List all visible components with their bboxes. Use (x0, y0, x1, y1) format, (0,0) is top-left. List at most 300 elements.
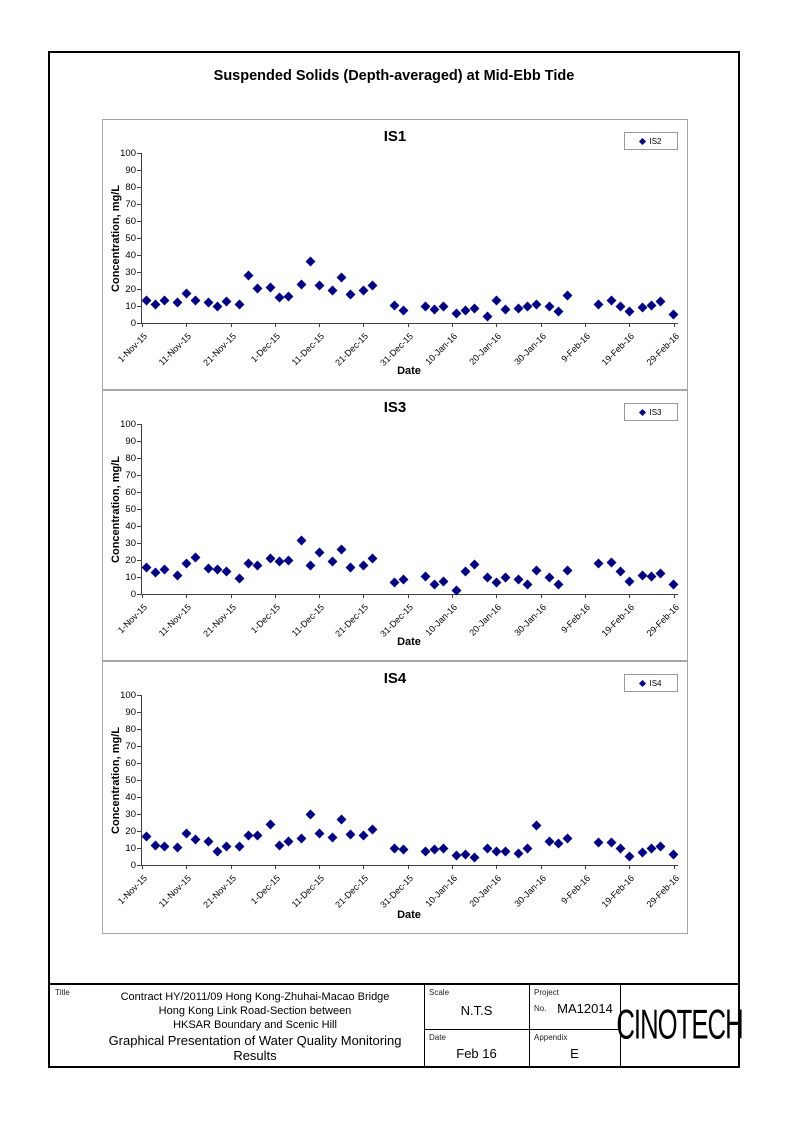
data-point (172, 570, 182, 580)
data-point (297, 834, 307, 844)
axis-xtick (585, 865, 586, 869)
data-point (345, 289, 355, 299)
axis-xtick (496, 323, 497, 327)
data-point (235, 841, 245, 851)
axis-xlab: 1-Nov-15 (115, 331, 150, 365)
axis-ylab: 90 (125, 164, 136, 176)
axis-xlab: 31-Dec-15 (378, 602, 415, 639)
axis-xtick (541, 323, 542, 327)
data-point (336, 545, 346, 555)
data-point (141, 832, 151, 842)
data-point (500, 304, 510, 314)
data-point (314, 547, 324, 557)
axis-xlab: 30-Jan-16 (512, 331, 548, 367)
data-point (345, 829, 355, 839)
data-point (669, 850, 679, 860)
data-point (212, 564, 222, 574)
data-point (452, 851, 462, 861)
axis-xtick (452, 594, 453, 598)
axis-ylab: 40 (125, 249, 136, 261)
axis-xtick (496, 594, 497, 598)
axis-ylab: 70 (125, 198, 136, 210)
axis-xlab: 11-Dec-15 (289, 331, 327, 368)
data-point (438, 844, 448, 854)
data-point (398, 845, 408, 855)
axis-xtick (674, 323, 675, 327)
data-point (159, 296, 169, 306)
axis-ytick (137, 238, 142, 239)
axis-xlab: 11-Nov-15 (157, 873, 194, 910)
axis-ylab: 70 (125, 740, 136, 752)
axis-xlab: 11-Dec-15 (289, 602, 327, 639)
axis-xlab: 1-Dec-15 (248, 331, 282, 365)
data-point (283, 556, 293, 566)
project-no-value: MA12014 (557, 1001, 613, 1016)
axis-xlab: 29-Feb-16 (644, 331, 681, 368)
data-point (221, 841, 231, 851)
axis-ytick (137, 255, 142, 256)
axis-xlab: 31-Dec-15 (378, 873, 415, 910)
data-point (624, 307, 634, 317)
axis-ylab: 20 (125, 825, 136, 837)
appendix-value: E (570, 1046, 579, 1061)
axis-xtick (186, 594, 187, 598)
legend-box (624, 674, 678, 692)
data-point (615, 301, 625, 311)
data-point (274, 557, 284, 567)
data-point (328, 557, 338, 567)
data-point (159, 564, 169, 574)
axis-ytick (137, 424, 142, 425)
data-point (545, 836, 555, 846)
data-point (297, 535, 307, 545)
axis-xlab: 10-Jan-16 (423, 873, 460, 909)
axis-xtick (363, 865, 364, 869)
title-block (48, 983, 743, 1068)
axis-xlab: 1-Nov-15 (115, 602, 150, 636)
axis-xtick (142, 594, 143, 598)
document-title-line: Graphical Presentation of Water Quality Monitoring (108, 1033, 402, 1048)
data-point (328, 286, 338, 296)
data-point (336, 814, 346, 824)
series-marker-icon (639, 408, 646, 415)
axis-ytick (137, 221, 142, 222)
axis-ylab: 100 (120, 689, 136, 701)
axis-xtick (186, 865, 187, 869)
legend-label: IS3 (649, 407, 662, 417)
axis-xlab: 21-Nov-15 (200, 873, 238, 910)
axis-xtick (452, 323, 453, 327)
data-point (655, 841, 665, 851)
axis-xtick (142, 865, 143, 869)
data-point (159, 841, 169, 851)
axis-ylab: 90 (125, 706, 136, 718)
axis-ytick (137, 204, 142, 205)
axis-xlab: 10-Jan-16 (423, 331, 460, 367)
axis-xlab: 11-Dec-15 (289, 873, 327, 910)
data-point (655, 297, 665, 307)
axis-ylab: 50 (125, 774, 136, 786)
data-point (235, 574, 245, 584)
axis-xtick (363, 594, 364, 598)
data-point (367, 553, 377, 563)
data-point (562, 291, 572, 301)
axis-ylab: 30 (125, 266, 136, 278)
axis-xtick (231, 865, 232, 869)
axis-xtick (231, 323, 232, 327)
axis-ytick (137, 441, 142, 442)
axis-xlab: 21-Dec-15 (333, 873, 371, 910)
data-point (283, 292, 293, 302)
data-point (328, 833, 338, 843)
data-point (469, 559, 479, 569)
axis-ytick (137, 170, 142, 171)
data-point (553, 580, 563, 590)
axis-ylab: 0 (130, 859, 136, 871)
axis-xtick (231, 594, 232, 598)
data-point (483, 572, 493, 582)
data-point (252, 283, 262, 293)
axis-ylab: 30 (125, 537, 136, 549)
axis-xtick (629, 594, 630, 598)
series-marker-icon (639, 679, 646, 686)
chart-panel-is1 (102, 119, 688, 390)
axis-xlab: 29-Feb-16 (644, 602, 681, 639)
appendix-label: Appendix (534, 1033, 568, 1042)
axis-ylab: 50 (125, 503, 136, 515)
axis-ytick (137, 560, 142, 561)
data-point (283, 836, 293, 846)
axis-xlab: 21-Dec-15 (333, 331, 371, 368)
data-point (274, 840, 284, 850)
data-point (367, 824, 377, 834)
legend-box (624, 403, 678, 421)
axis-xlab: 10-Jan-16 (423, 602, 460, 638)
axis-xlab: 31-Dec-15 (378, 331, 415, 368)
y-axis-title: Concentration, mg/L (110, 184, 122, 292)
data-point (514, 848, 524, 858)
data-point (545, 573, 555, 583)
axis-ylab: 80 (125, 723, 136, 735)
axis-ytick (137, 187, 142, 188)
axis-ylab: 10 (125, 300, 136, 312)
axis-ytick (137, 306, 142, 307)
data-point (141, 563, 151, 573)
axis-xlab: 30-Jan-16 (512, 873, 548, 909)
axis-xtick (408, 594, 409, 598)
axis-xlab: 19-Feb-16 (599, 331, 637, 368)
data-point (359, 560, 369, 570)
data-point (221, 567, 231, 577)
axis-xtick (363, 323, 364, 327)
axis-xtick (319, 594, 320, 598)
contract-title-line: HKSAR Boundary and Scenic Hill (173, 1019, 337, 1031)
data-point (438, 302, 448, 312)
axis-xtick (674, 865, 675, 869)
data-point (438, 576, 448, 586)
axis-xlab: 21-Dec-15 (333, 602, 371, 639)
data-point (460, 850, 470, 860)
axis-xlab: 29-Feb-16 (644, 873, 681, 910)
axis-ylab: 60 (125, 215, 136, 227)
chart-panel-is3 (102, 390, 688, 661)
axis-ylab: 100 (120, 147, 136, 159)
chart-title: IS4 (383, 670, 407, 687)
axis-ytick (137, 746, 142, 747)
document-title-line: Results (233, 1048, 277, 1063)
data-point (190, 295, 200, 305)
data-point (562, 565, 572, 575)
data-point (252, 561, 262, 571)
x-axis-title: Date (397, 365, 421, 377)
y-axis-title: Concentration, mg/L (110, 455, 122, 563)
axis-ylab: 80 (125, 181, 136, 193)
chart-panel-is4 (102, 661, 688, 934)
data-point (531, 565, 541, 575)
data-point (522, 580, 532, 590)
data-point (469, 304, 479, 314)
axis-xtick (408, 323, 409, 327)
data-point (655, 569, 665, 579)
legend-box (624, 132, 678, 150)
axis-ytick (137, 695, 142, 696)
axis-ylab: 0 (130, 317, 136, 329)
data-point (314, 281, 324, 291)
data-point (607, 296, 617, 306)
axis-xlab: 9-Feb-16 (559, 602, 593, 635)
axis-ylab: 60 (125, 757, 136, 769)
data-point (514, 575, 524, 585)
data-point (669, 310, 679, 320)
axis-xtick (541, 594, 542, 598)
data-point (212, 846, 222, 856)
axis-ylab: 70 (125, 469, 136, 481)
data-point (398, 575, 408, 585)
data-point (305, 810, 315, 820)
axis-ylab: 10 (125, 571, 136, 583)
data-point (274, 293, 284, 303)
axis-ylab: 60 (125, 486, 136, 498)
project-label: Project (534, 988, 559, 997)
axis-ylab: 20 (125, 554, 136, 566)
axis-ylab: 10 (125, 842, 136, 854)
divider (424, 1029, 620, 1030)
x-axis-title: Date (397, 636, 421, 648)
data-point (553, 839, 563, 849)
data-point (336, 273, 346, 283)
axis-xtick (319, 323, 320, 327)
data-point (390, 300, 400, 310)
axis-xlab: 9-Feb-16 (559, 331, 593, 364)
axis-ylab: 80 (125, 452, 136, 464)
data-point (235, 299, 245, 309)
data-point (203, 836, 213, 846)
axis-ytick (137, 458, 142, 459)
axis-ytick (137, 780, 142, 781)
legend-label: IS4 (649, 678, 662, 688)
data-point (266, 819, 276, 829)
axis-ytick (137, 577, 142, 578)
data-point (562, 834, 572, 844)
data-point (314, 829, 324, 839)
data-point (181, 288, 191, 298)
axis-xlab: 19-Feb-16 (599, 602, 637, 639)
axis-xtick (275, 865, 276, 869)
title-label: Title (55, 988, 70, 997)
axis-xlab: 30-Jan-16 (512, 602, 548, 638)
axis-xlab: 11-Nov-15 (157, 602, 194, 639)
axis-ytick (137, 797, 142, 798)
scale-value: N.T.S (460, 1003, 493, 1018)
chart-title: IS3 (383, 399, 407, 416)
legend-label: IS2 (649, 136, 662, 146)
axis-xlab: 1-Dec-15 (248, 873, 282, 907)
axis-ylab: 50 (125, 232, 136, 244)
axis-ytick (137, 289, 142, 290)
axis-ytick (137, 543, 142, 544)
axis-ytick (137, 831, 142, 832)
document-title (90, 1033, 420, 1063)
cinotech-logo: CINOTECH (615, 1001, 743, 1048)
data-point (172, 842, 182, 852)
scale-label: Scale (429, 988, 450, 997)
axis-xtick (408, 865, 409, 869)
data-point (607, 558, 617, 568)
data-point (483, 311, 493, 321)
project-no-label: No. (534, 1004, 547, 1013)
axis-xtick (629, 865, 630, 869)
date-label: Date (429, 1033, 446, 1042)
axis-xtick (629, 323, 630, 327)
data-point (172, 298, 182, 308)
page-title: Suspended Solids (Depth-averaged) at Mid-Ebb Tide (213, 68, 575, 84)
series-marker-icon (639, 137, 646, 144)
data-point (615, 567, 625, 577)
data-point (522, 844, 532, 854)
axis-ytick (137, 848, 142, 849)
axis-xtick (452, 865, 453, 869)
data-point (460, 305, 470, 315)
data-point (398, 305, 408, 315)
axis-ytick (137, 272, 142, 273)
data-point (669, 580, 679, 590)
axis-xtick (585, 323, 586, 327)
data-point (483, 844, 493, 854)
x-axis-title: Date (397, 909, 421, 921)
axis-ylab: 0 (130, 588, 136, 600)
axis-ytick (137, 492, 142, 493)
axis-xtick (496, 865, 497, 869)
axis-xtick (585, 594, 586, 598)
axis-ylab: 40 (125, 791, 136, 803)
data-point (429, 845, 439, 855)
data-point (593, 299, 603, 309)
data-point (514, 304, 524, 314)
data-point (491, 577, 501, 587)
axis-xlab: 9-Feb-16 (559, 873, 593, 906)
date-value: Feb 16 (456, 1046, 497, 1061)
data-point (212, 301, 222, 311)
data-point (531, 299, 541, 309)
axis-ylab: 40 (125, 520, 136, 532)
data-point (460, 566, 470, 576)
chart-title: IS1 (383, 128, 407, 145)
axis-ytick (137, 475, 142, 476)
data-point (359, 286, 369, 296)
data-point (500, 846, 510, 856)
data-point (305, 561, 315, 571)
data-point (624, 576, 634, 586)
axis-ytick (137, 526, 142, 527)
data-point (593, 838, 603, 848)
axis-xtick (541, 865, 542, 869)
data-point (190, 552, 200, 562)
axis-xlab: 20-Jan-16 (467, 331, 504, 367)
data-point (615, 844, 625, 854)
data-point (491, 295, 501, 305)
data-point (305, 257, 315, 267)
axis-ytick (137, 712, 142, 713)
axis-ylab: 90 (125, 435, 136, 447)
axis-ytick (137, 814, 142, 815)
axis-xlab: 21-Nov-15 (200, 602, 238, 639)
data-point (367, 281, 377, 291)
data-point (345, 563, 355, 573)
axis-xlab: 11-Nov-15 (157, 331, 194, 368)
axis-xtick (186, 323, 187, 327)
data-point (297, 280, 307, 290)
data-point (190, 835, 200, 845)
data-point (181, 829, 191, 839)
data-point (421, 571, 431, 581)
axis-xtick (319, 865, 320, 869)
data-point (531, 821, 541, 831)
axis-ytick (137, 763, 142, 764)
axis-ytick (137, 509, 142, 510)
axis-xtick (142, 323, 143, 327)
axis-xlab: 21-Nov-15 (200, 331, 238, 368)
data-point (553, 306, 563, 316)
axis-xlab: 1-Nov-15 (115, 873, 150, 907)
data-point (243, 270, 253, 280)
axis-ylab: 30 (125, 808, 136, 820)
axis-xlab: 19-Feb-16 (599, 873, 637, 910)
data-point (221, 297, 231, 307)
data-point (266, 282, 276, 292)
axis-ytick (137, 729, 142, 730)
data-point (607, 837, 617, 847)
axis-xtick (674, 594, 675, 598)
data-point (359, 830, 369, 840)
axis-xtick (275, 323, 276, 327)
data-point (181, 558, 191, 568)
data-point (624, 852, 634, 862)
data-point (593, 558, 603, 568)
axis-xlab: 20-Jan-16 (467, 873, 504, 909)
axis-xlab: 1-Dec-15 (248, 602, 282, 636)
contract-title-line: Hong Kong Link Road-Section between (158, 1005, 352, 1017)
data-point (421, 846, 431, 856)
data-point (252, 830, 262, 840)
axis-ylab: 100 (120, 418, 136, 430)
axis-xtick (275, 594, 276, 598)
axis-ylab: 20 (125, 283, 136, 295)
data-point (243, 558, 253, 568)
contract-title-line: Contract HY/2011/09 Hong Kong-Zhuhai-Macao Bridge (120, 991, 390, 1003)
contract-title (90, 990, 420, 1032)
y-axis-title: Concentration, mg/L (110, 726, 122, 834)
data-point (522, 301, 532, 311)
